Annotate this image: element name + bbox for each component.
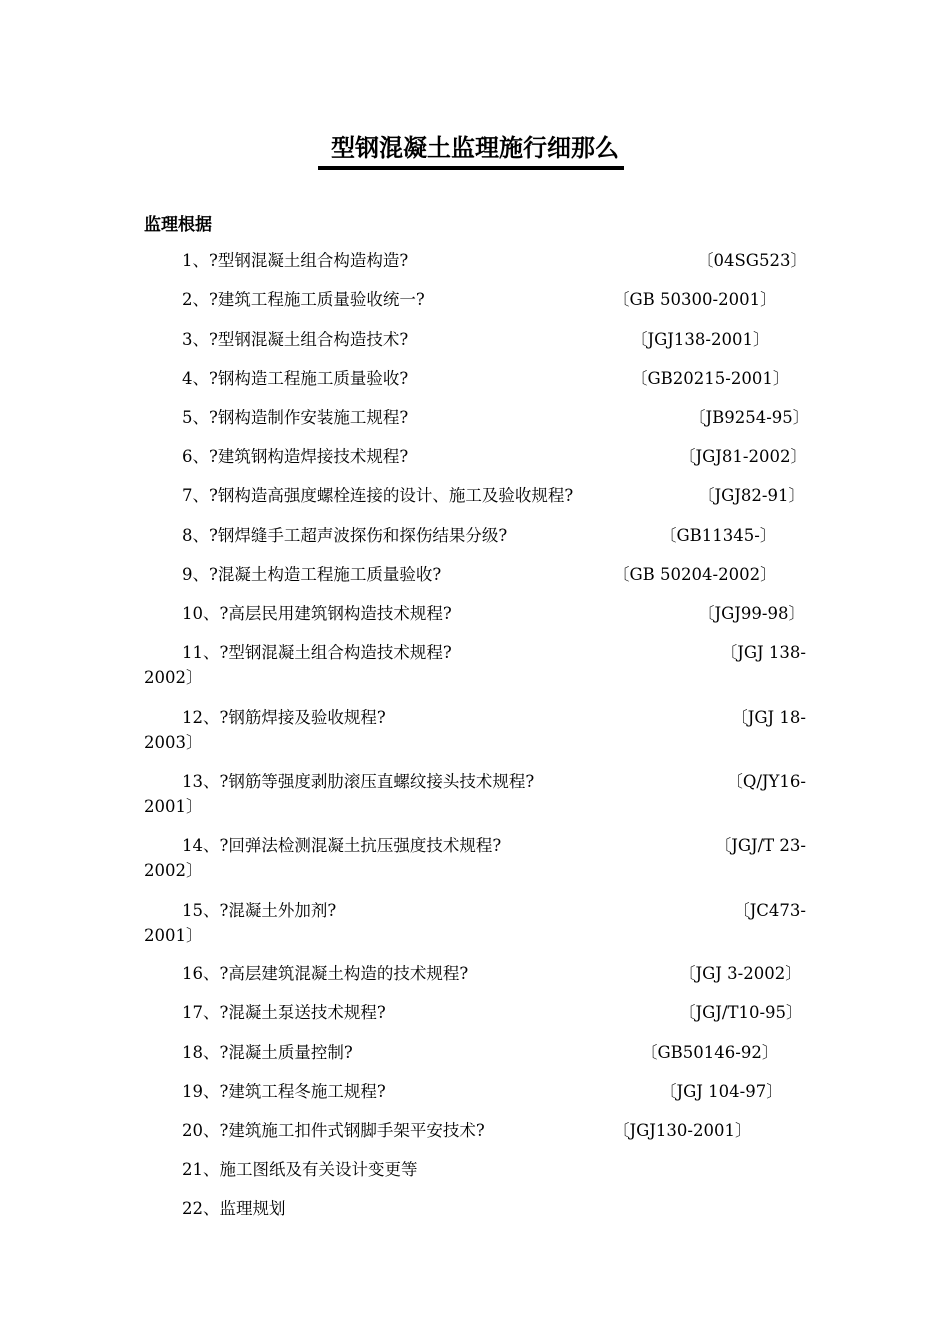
reference-label: 5、?钢构造制作安装施工规程? [182,408,409,427]
reference-label: 10、?高层民用建筑钢构造技术规程? [182,604,452,623]
reference-code: 〔JGJ138-2001〕 [631,330,770,349]
reference-code: 〔04SG523〕 [697,251,807,270]
reference-code: 〔JGJ99-98〕 [698,604,805,623]
reference-code-continuation: 2001〕 [144,797,203,816]
reference-label: 21、施工图纸及有关设计变更等 [182,1160,418,1179]
reference-code: 〔JGJ 104-97〕 [660,1082,783,1101]
reference-label: 7、?钢构造高强度螺栓连接的设计、施工及验收规程? [182,486,574,505]
reference-label: 15、?混凝土外加剂? [182,901,337,920]
reference-code: 〔JC473- [733,901,806,920]
reference-code: 〔JGJ 18- [731,708,806,727]
reference-code-continuation: 2002〕 [144,668,203,687]
title-underline [318,166,624,170]
reference-code-continuation: 2003〕 [144,733,203,752]
reference-code: 〔JGJ/T10-95〕 [679,1003,803,1022]
reference-label: 18、?混凝土质量控制? [182,1043,353,1062]
reference-code: 〔JGJ/T 23- [714,836,806,855]
reference-code: 〔JB9254-95〕 [689,408,810,427]
document-title: 型钢混凝土监理施行细那么 [331,134,619,162]
reference-label: 6、?建筑钢构造焊接技术规程? [182,447,409,466]
reference-label: 9、?混凝土构造工程施工质量验收? [182,565,442,584]
reference-code: 〔GB 50204-2002〕 [613,565,777,584]
reference-label: 2、?建筑工程施工质量验收统一? [182,290,425,309]
reference-code: 〔Q/JY16- [726,772,806,791]
reference-code: 〔GB20215-2001〕 [631,369,790,388]
reference-label: 1、?型钢混凝土组合构造构造? [182,251,409,270]
reference-label: 12、?钢筋焊接及验收规程? [182,708,386,727]
reference-code: 〔JGJ81-2002〕 [679,447,807,466]
reference-label: 16、?高层建筑混凝土构造的技术规程? [182,964,469,983]
reference-code: 〔JGJ82-91〕 [698,486,805,505]
reference-code: 〔JGJ 138- [720,643,806,662]
reference-label: 13、?钢筋等强度剥肋滚压直螺纹接头技术规程? [182,772,535,791]
section-heading: 监理根据 [144,215,212,235]
reference-code: 〔GB 50300-2001〕 [613,290,777,309]
reference-code: 〔JGJ 3-2002〕 [679,964,802,983]
reference-label: 3、?型钢混凝土组合构造技术? [182,330,409,349]
reference-code: 〔GB50146-92〕 [641,1043,779,1062]
reference-label: 4、?钢构造工程施工质量验收? [182,369,409,388]
reference-label: 14、?回弹法检测混凝土抗压强度技术规程? [182,836,502,855]
reference-code: 〔GB11345-〕 [660,526,777,545]
reference-code-continuation: 2002〕 [144,861,203,880]
reference-label: 22、监理规划 [182,1199,286,1218]
reference-label: 20、?建筑施工扣件式钢脚手架平安技术? [182,1121,485,1140]
reference-code-continuation: 2001〕 [144,926,203,945]
reference-code: 〔JGJ130-2001〕 [613,1121,752,1140]
reference-label: 17、?混凝土泵送技术规程? [182,1003,386,1022]
reference-label: 11、?型钢混凝土组合构造技术规程? [182,643,452,662]
reference-label: 19、?建筑工程冬施工规程? [182,1082,386,1101]
reference-label: 8、?钢焊缝手工超声波探伤和探伤结果分级? [182,526,508,545]
